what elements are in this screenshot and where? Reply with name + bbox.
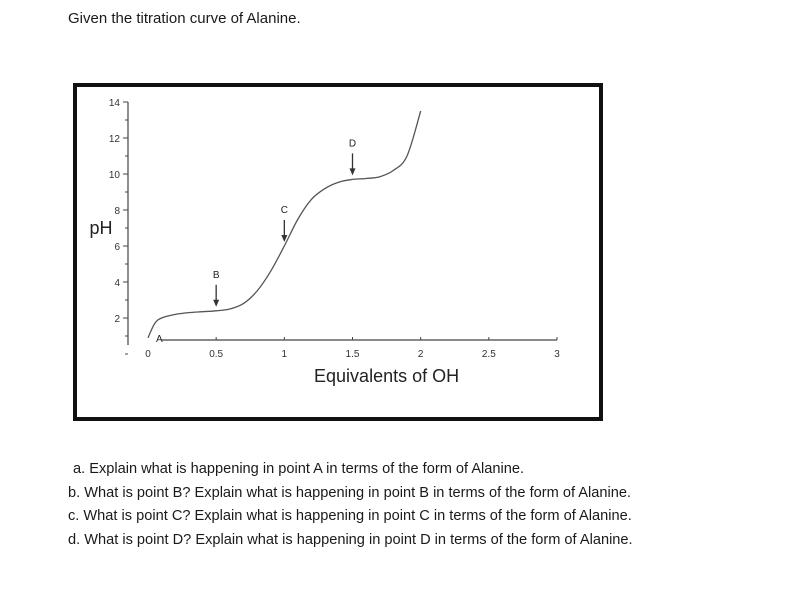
y-tick-label: 14 <box>108 98 120 109</box>
y-tick-label: 8 <box>114 206 120 217</box>
y-tick-label: 10 <box>108 170 120 181</box>
x-tick-label: 0 <box>145 349 151 360</box>
question-d: d. What is point D? Explain what is happening in point D in terms of the form of Alanine. <box>68 532 633 549</box>
titration-chart <box>77 87 599 417</box>
question-list <box>68 458 633 553</box>
y-tick-label: 2 <box>114 314 120 325</box>
x-tick-label: 2 <box>417 349 424 360</box>
annotation-label: B <box>212 269 220 281</box>
x-tick-label: 3 <box>554 349 560 360</box>
annotation-arrow-head <box>213 300 219 307</box>
question-c: c. What is point C? Explain what is happening in point C in terms of the form of Alanine. <box>68 508 632 525</box>
intro-text: Given the titration curve of Alanine. <box>68 10 301 27</box>
y-axis-label: pH <box>89 218 113 238</box>
question-a: a. Explain what is happening in point A in terms of the form of Alanine. <box>73 461 525 477</box>
annotation-label: D <box>348 138 357 150</box>
annotation-label: A <box>156 333 163 345</box>
x-tick-label: 1 <box>281 349 288 360</box>
x-tick-label: 1.5 <box>345 349 360 360</box>
x-axis-label: Equivalents of OH <box>314 366 460 386</box>
annotation-arrow-head <box>350 168 356 175</box>
y-tick-label: 4 <box>114 278 120 289</box>
x-tick-label: 0.5 <box>209 349 224 360</box>
y-tick-label: 12 <box>108 134 120 145</box>
question-b: b. What is point B? Explain what is happening in point B in terms of the form of Alanine. <box>68 484 631 501</box>
annotation-label: C <box>280 205 288 216</box>
chart-frame <box>73 83 603 421</box>
y-tick-label: 6 <box>114 242 120 253</box>
x-tick-label: 2.5 <box>481 349 496 360</box>
